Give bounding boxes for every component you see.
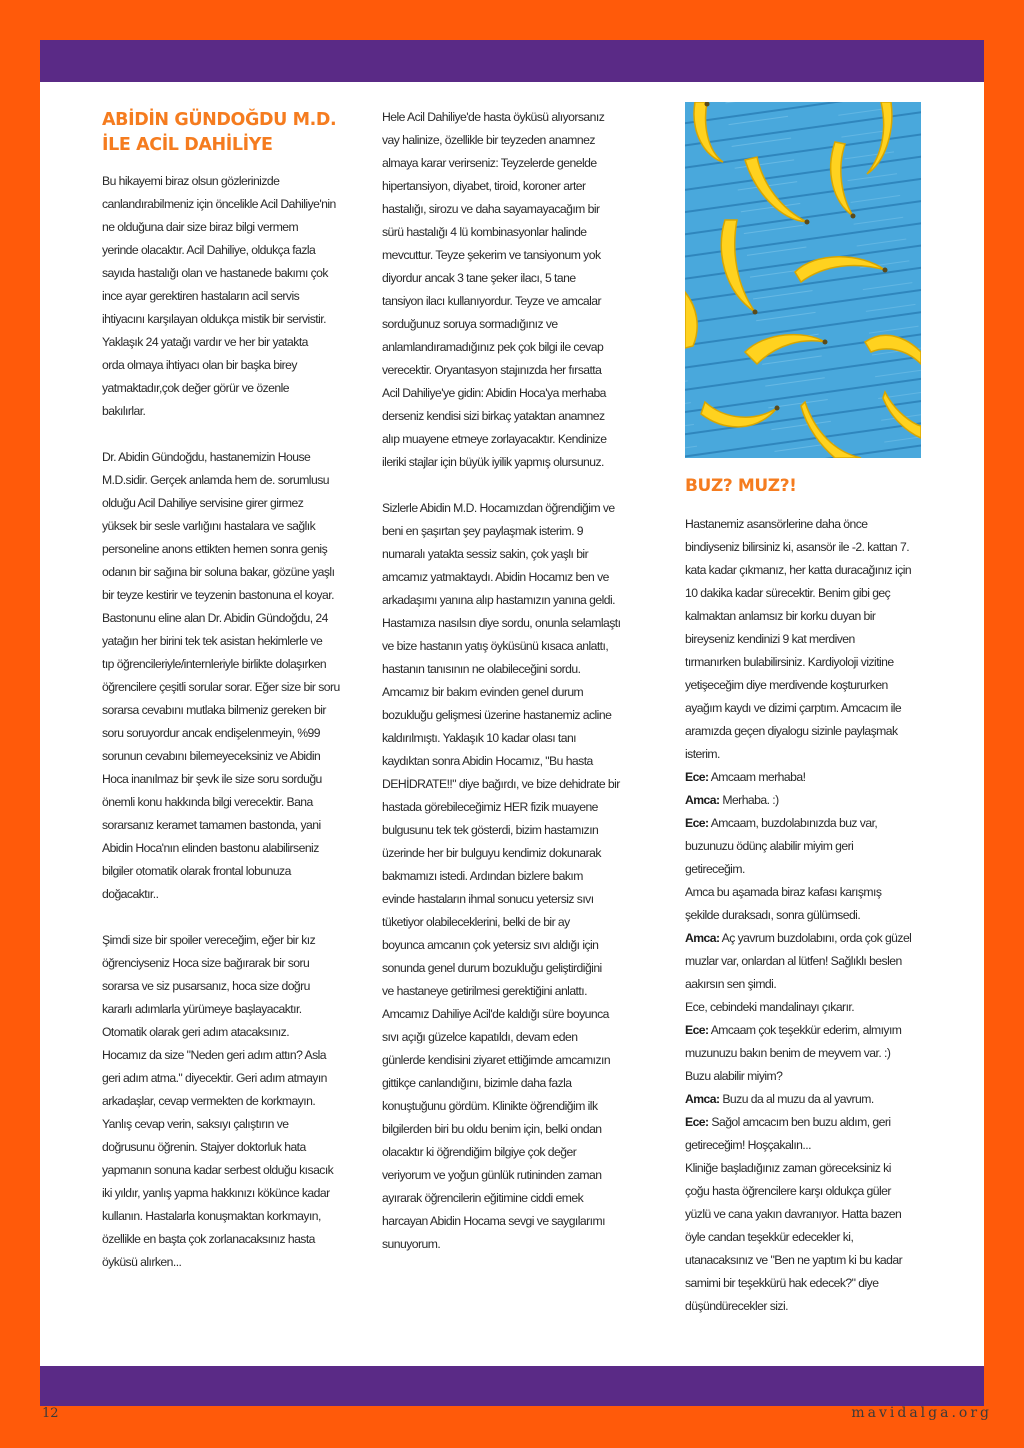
dialogue-text: Amca bu aşamada biraz kafası karışmış şekilde duraksadı, sonra gülümsedi. bbox=[685, 885, 882, 922]
column-1 bbox=[102, 108, 364, 1274]
dialogue-text: Amcaam çok teşekkür ederim, almıyım muzunuzu bakın benim de meyvem var. :) Buzu alabilir miyim? bbox=[685, 1023, 902, 1083]
dialogue-line bbox=[685, 927, 945, 996]
paragraph: Hele Acil Dahiliye'de hasta öyküsü alıyorsanız vay halinize, özellikle bir teyzeden anamnez almaya karar verirseniz: Teyzelerde genelde hipertansiyon, diyabet, tiroid, koroner arter hastalığı, sirozu ve daha sayamayacağım bir sürü hastalığı 4 lü kombinasyonlar halinde mevcuttur. Teyze şekerim ve tansiyonum yok diyordur ancak 3 tane şeker ilacı, 5 tane tansiyon ilacı kullanıyordur. Teyze ve amcalar sorduğunuz soruya sormadığınız ve anlamlandıramadığınız pek çok bilgi ile cevap verecektir. Oryantasyon stajınızda her fırsatta Acil Dahiliye'ye gidin: Abidin Hoca'ya merhaba derseniz kendisi sizi birkaç yataktan anamnez alıp muayene etmeye zorlayacaktır. Kendinize ileriki stajlar için büyük iyilik yapmış olursunuz. bbox=[382, 110, 607, 469]
dialogue-text: Kliniğe başladığınız zaman göreceksiniz ki çoğu hasta öğrencilere karşı oldukça güler yüzlü ve cana yakın davranıyor. Hatta bazen öyle candan teşekkür edecekler ki, utanacaksınız ve "Ben ne yaptım ki bu kadar samimi bir teşekkürü hak edecek?" diye düşündürecekler sizi. bbox=[685, 1161, 903, 1313]
dialogue-text: Amcaam merhaba! bbox=[708, 770, 806, 784]
dialogue-line bbox=[685, 1111, 945, 1157]
paragraph: Sizlerle Abidin M.D. Hocamızdan öğrendiğim ve beni en şaşırtan şey paylaşmak isterim. 9 numaralı yatakta sessiz sakin, çok yaşlı bir amcamız yatmaktaydı. Abidin Hocamız ben ve arkadaşımı yanına alıp hastamızın yanına geldi. Hastamıza nasılsın diye sordu, onunla selamlaştı ve bize hastanın yatış öyküsünü kısaca anlattı, hastanın tanısının ne olabileceğini sordu. Amcamız bir bakım evinden genel durum bozukluğu gelişmesi üzerine hastanemiz acline kaldırılmıştı. Yaklaşık 10 kadar olası tanı kaydıktan sonra Abidin Hocamız, "Bu hasta DEHİDRATE!!" diye bağırdı, ve bize dehidrate bir hastada görebileceğimiz HER fizik muayene bulgusunu tek tek gösterdi, bizim hastamızın üzerinde her bir bulguyu kendimiz dokunarak bakmamızı istedi. Ardından bizlere bakım evinde hastaların ihmal sonucu yetersiz sıvı tüketiyor olabileceklerini, belki de bir ay boyunca amcanın çok yetersiz sıvı aldığı için sonunda genel durum bozukluğu geliştirdiğini ve hastaneye getirilmesi gerektiğini anlattı. Amcamız Dahiliye Acil'de kaldığı süre boyunca sıvı açığı güzelce kapatıldı, devam eden günlerde kendisini ziyaret ettiğimde amcamızın gittikçe canlandığını, bizimle daha fazla konuştuğunu gördüm. Klinikte öğrendiğim ilk bilgilerden biri bu oldu benim için, belki ondan olacaktır ki öğrendiğim bilgiye çok değer veriyorum ve yoğun günlük rutininden zaman ayırarak öğrencilerin eğitimine ciddi emek harcayan Abidin Hocama sevgi ve saygılarımı sunuyorum. bbox=[382, 501, 621, 1251]
page bbox=[40, 40, 984, 1406]
paragraph: Hastanemiz asansörlerine daha önce bindiyseniz bilirsiniz ki, asansör ile -2. kattan 7. kata kadar çıkmanız, her katta duracağınız için 10 dakika kadar sürecektir. Benim gibi geç kalmaktan anlamsız bir korku duyan bir bireyseniz kendinizi 9 kat merdiven tırmanırken bulabilirsiniz. Kardiyoloji vizitine yetişeceğim diye merdivende koştururken ayağım kaydı ve dizimi çarptım. Amcacım ile aramızda geçen diyalogu sizinle paylaşmak isterim. bbox=[685, 517, 912, 761]
dialogue-text: Buzu da al muzu da al yavrum. bbox=[719, 1092, 874, 1106]
dialogue-text: Ece, cebindeki mandalinayı çıkarır. bbox=[685, 1000, 855, 1014]
bottom-band bbox=[40, 1366, 984, 1406]
dialogue-text: Sağol amcacım ben buzu aldım, geri getireceğim! Hoşçakalın... bbox=[685, 1115, 891, 1152]
dialogue-text: Amcaam, buzdolabınızda buz var, buzunuzu ödünç alabilir miyim geri getireceğim. bbox=[685, 816, 878, 876]
speaker-label: Ece: bbox=[685, 1115, 709, 1129]
top-band bbox=[40, 40, 984, 82]
paragraph: Bu hikayemi biraz olsun gözlerinizde canlandırabilmeniz için öncelikle Acil Dahiliye'nin ne olduğuna dair size biraz bilgi vermem yerinde olacaktır. Acil Dahiliye, oldukça fazla sayıda hastalığı olan ve hastanede bakımı çok ince ayar gerektiren hastaların acil servis ihtiyacını karşılayan oldukça mistik bir servistir. Yaklaşık 24 yatağı vardır ve her bir yatakta orda olmaya ihtiyacı olan bir başka birey yatmaktadır,çok değer görür ve özenle bakılırlar. bbox=[102, 174, 336, 418]
dialogue-line bbox=[685, 1157, 945, 1318]
dialogue-line bbox=[685, 812, 945, 881]
speaker-label: Ece: bbox=[685, 1023, 709, 1037]
column-2 bbox=[382, 106, 652, 1256]
article-title: ABİDİN GÜNDOĞDU M.D. İLE ACİL DAHİLİYE bbox=[102, 110, 337, 155]
speaker-label: Ece: bbox=[685, 770, 709, 784]
paragraph: Şimdi size bir spoiler vereceğim, eğer bir kız öğrenciyseniz Hoca size bağırarak bir soru sorarsa ve siz pusarsanız, hoca size doğru kararlı adımlarla yürümeye başlayacaktır. Otomatik olarak geri adım atacaksınız. Hocamız da size "Neden geri adım attın? Asla geri adım atma." diyecektir. Geri adım atmayın arkadaşlar, cevap vermekten de korkmayın. Yanlış cevap verin, saksıyı çalıştırın ve doğrusunu öğrenin. Stajyer doktorluk hata yapmanın sonuna kadar serbest olduğu kısacık iki yıldır, yanlış yapma hakkınızı kökünce kadar kullanın. Hastalarla konuşmaktan korkmayın, özellikle en başta çok zorlanacaksınız hasta öyküsü alırken... bbox=[102, 933, 334, 1269]
dialogue-line bbox=[685, 789, 945, 812]
page-number: 12 bbox=[42, 1406, 59, 1421]
dialogue-text: Aç yavrum buzdolabını, orda çok güzel muzlar var, onlardan al lütfen! Sağlıklı beslen aakırsın sen şimdi. bbox=[685, 931, 912, 991]
section-title: BUZ? MUZ?! bbox=[685, 476, 797, 496]
dialogue-text: Merhaba. :) bbox=[719, 793, 779, 807]
dialogue bbox=[685, 766, 945, 1318]
speaker-label: Amca: bbox=[685, 931, 720, 945]
bananas-photo bbox=[685, 102, 921, 458]
speaker-label: Amca: bbox=[685, 793, 720, 807]
site-name: mavidalga.org bbox=[851, 1405, 992, 1421]
bananas-icon bbox=[685, 102, 921, 458]
paragraph: Dr. Abidin Gündoğdu, hastanemizin House M.D.sidir. Gerçek anlamda hem de. sorumlusu olduğu Acil Dahiliye servisine girer girmez yüksek bir sesle varlığını hastalara ve sağlık personeline anons ettikten hemen sonra geniş odanın bir sağına bir soluna bakar, gözüne yaşlı bir teyze kestirir ve teyzenin bastonuna el koyar. Bastonunu eline alan Dr. Abidin Gündoğdu, 24 yatağın her birini tek tek asistan hekimlerle ve tıp öğrencileriyle/internleriyle birlikte dolaşırken öğrencilere çeşitli sorular sorar. Eğer size bir soru sorarsa cevabını mutlaka bilmeniz gereken bir soru soruyordur ancak endişelenmeyin, %99 sorunun cevabını bilemeyeceksiniz ve Abidin Hoca inanılmaz bir şevk ile size soru sorduğu önemli konu hakkında bilgi verecektir. Bana sorarsanız keramet tamamen bastonda, yani Abidin Hoca'nın elinden bastonu alabilirseniz bilgiler otomatik olarak frontal lobunuza doğacaktır.. bbox=[102, 450, 340, 901]
speaker-label: Ece: bbox=[685, 816, 709, 830]
column-3 bbox=[685, 475, 945, 1318]
dialogue-line bbox=[685, 1088, 945, 1111]
dialogue-line bbox=[685, 996, 945, 1019]
speaker-label: Amca: bbox=[685, 1092, 720, 1106]
dialogue-line bbox=[685, 766, 945, 789]
dialogue-line bbox=[685, 1019, 945, 1088]
dialogue-line bbox=[685, 881, 945, 927]
